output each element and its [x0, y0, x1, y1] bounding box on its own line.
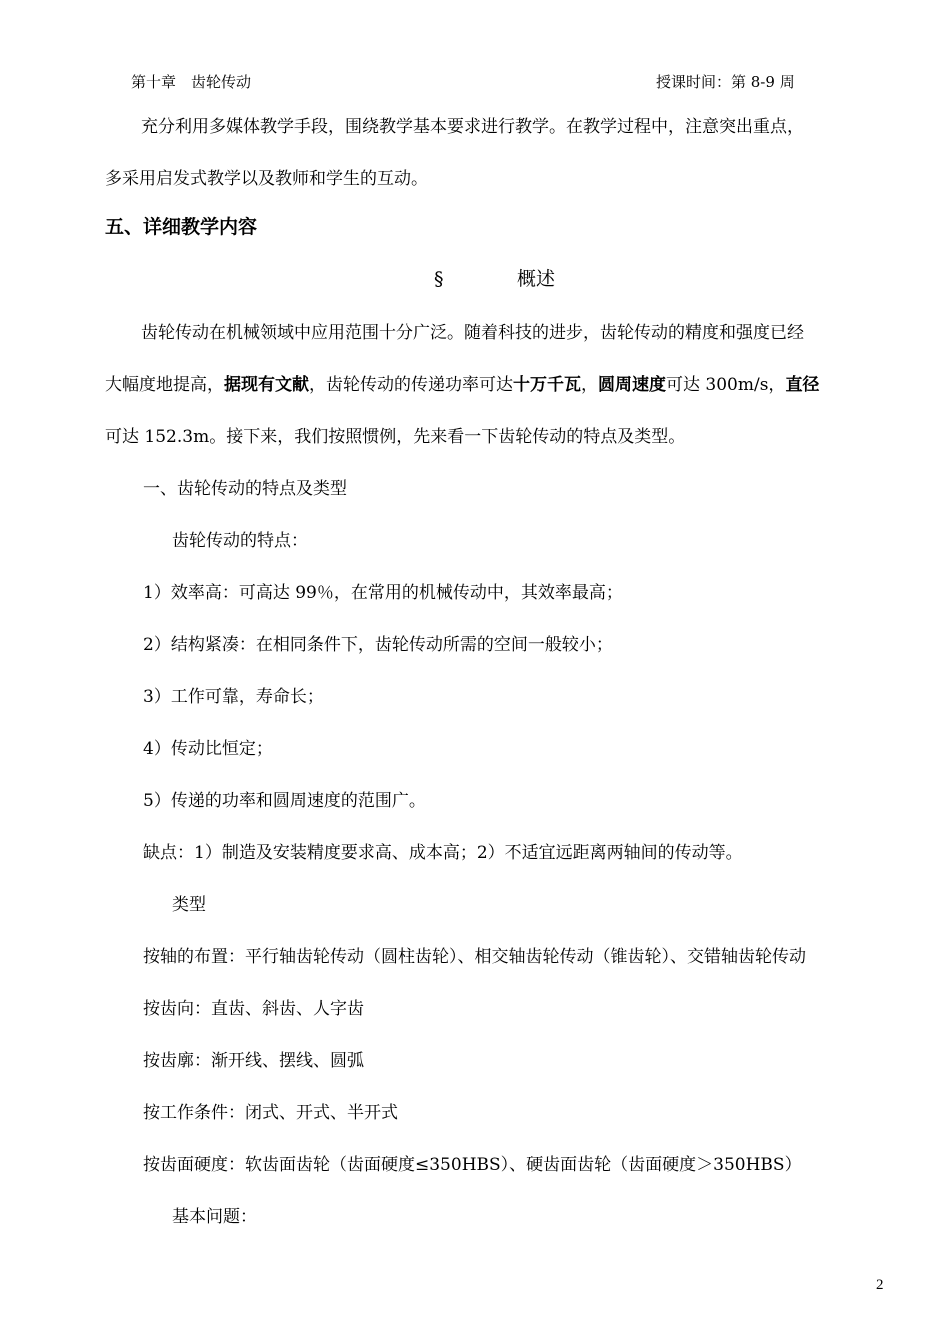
overview-title: 概述: [517, 268, 556, 290]
feature-item-1: 1）效率高：可高达 99％，在常用的机械传动中，其效率最高；: [143, 583, 623, 603]
emphasis-literature: 据现有文献: [224, 375, 309, 395]
overview-line-1: 齿轮传动在机械领域中应用范围十分广泛。随着科技的进步，齿轮传动的精度和强度已经: [141, 323, 804, 343]
intro-line-1: 充分利用多媒体教学手段，围绕教学基本要求进行教学。在教学过程中，注意突出重点，: [141, 117, 804, 137]
basic-questions-heading: 基本问题：: [172, 1207, 257, 1227]
overview-line-2-part-g: 可达 300m/s，: [666, 375, 786, 395]
feature-item-4: 4）传动比恒定；: [143, 739, 273, 759]
emphasis-speed: 圆周速度: [598, 375, 666, 395]
types-heading: 类型: [172, 895, 206, 915]
type-item-3: 按齿廓：渐开线、摆线、圆弧: [143, 1051, 364, 1071]
type-item-5: 按齿面硬度：软齿面齿轮（齿面硬度≤350HBS）、硬齿面齿轮（齿面硬度＞350HBS）: [143, 1155, 802, 1175]
overview-line-2-part-e: ，: [581, 375, 598, 395]
overview-line-3: 可达 152.3m。接下来，我们按照惯例，先来看一下齿轮传动的特点及类型。: [105, 427, 686, 447]
feature-item-2: 2）结构紧凑：在相同条件下，齿轮传动所需的空间一般较小；: [143, 635, 613, 655]
feature-item-5: 5）传递的功率和圆周速度的范围广。: [143, 791, 426, 811]
intro-line-2: 多采用启发式教学以及教师和学生的互动。: [105, 169, 428, 189]
header-chapter: 第十章 齿轮传动: [131, 73, 252, 91]
type-item-4: 按工作条件：闭式、开式、半开式: [143, 1103, 398, 1123]
section-symbol: §: [434, 268, 444, 290]
overview-line-2: [105, 374, 819, 396]
page-number: 2: [876, 1277, 884, 1293]
type-item-2: 按齿向：直齿、斜齿、人字齿: [143, 999, 364, 1019]
feature-item-3: 3）工作可靠，寿命长；: [143, 687, 324, 707]
header-schedule: 授课时间：第 8-9 周: [656, 73, 795, 91]
type-item-1: 按轴的布置：平行轴齿轮传动（圆柱齿轮）、相交轴齿轮传动（锥齿轮）、交错轴齿轮传动: [143, 947, 806, 967]
overview-line-2-part-c: ，齿轮传动的传递功率可达: [309, 375, 513, 395]
overview-line-2-part-a: 大幅度地提高，: [105, 375, 224, 395]
features-heading: 齿轮传动的特点：: [172, 531, 308, 551]
drawbacks-line: 缺点：1）制造及安装精度要求高、成本高；2）不适宜远距离两轴间的传动等。: [143, 843, 743, 863]
emphasis-diameter: 直径: [785, 375, 820, 395]
subsection-heading: 一、齿轮传动的特点及类型: [143, 479, 347, 499]
section-heading: 五、详细教学内容: [105, 216, 258, 238]
emphasis-power: 十万千瓦: [513, 375, 581, 395]
